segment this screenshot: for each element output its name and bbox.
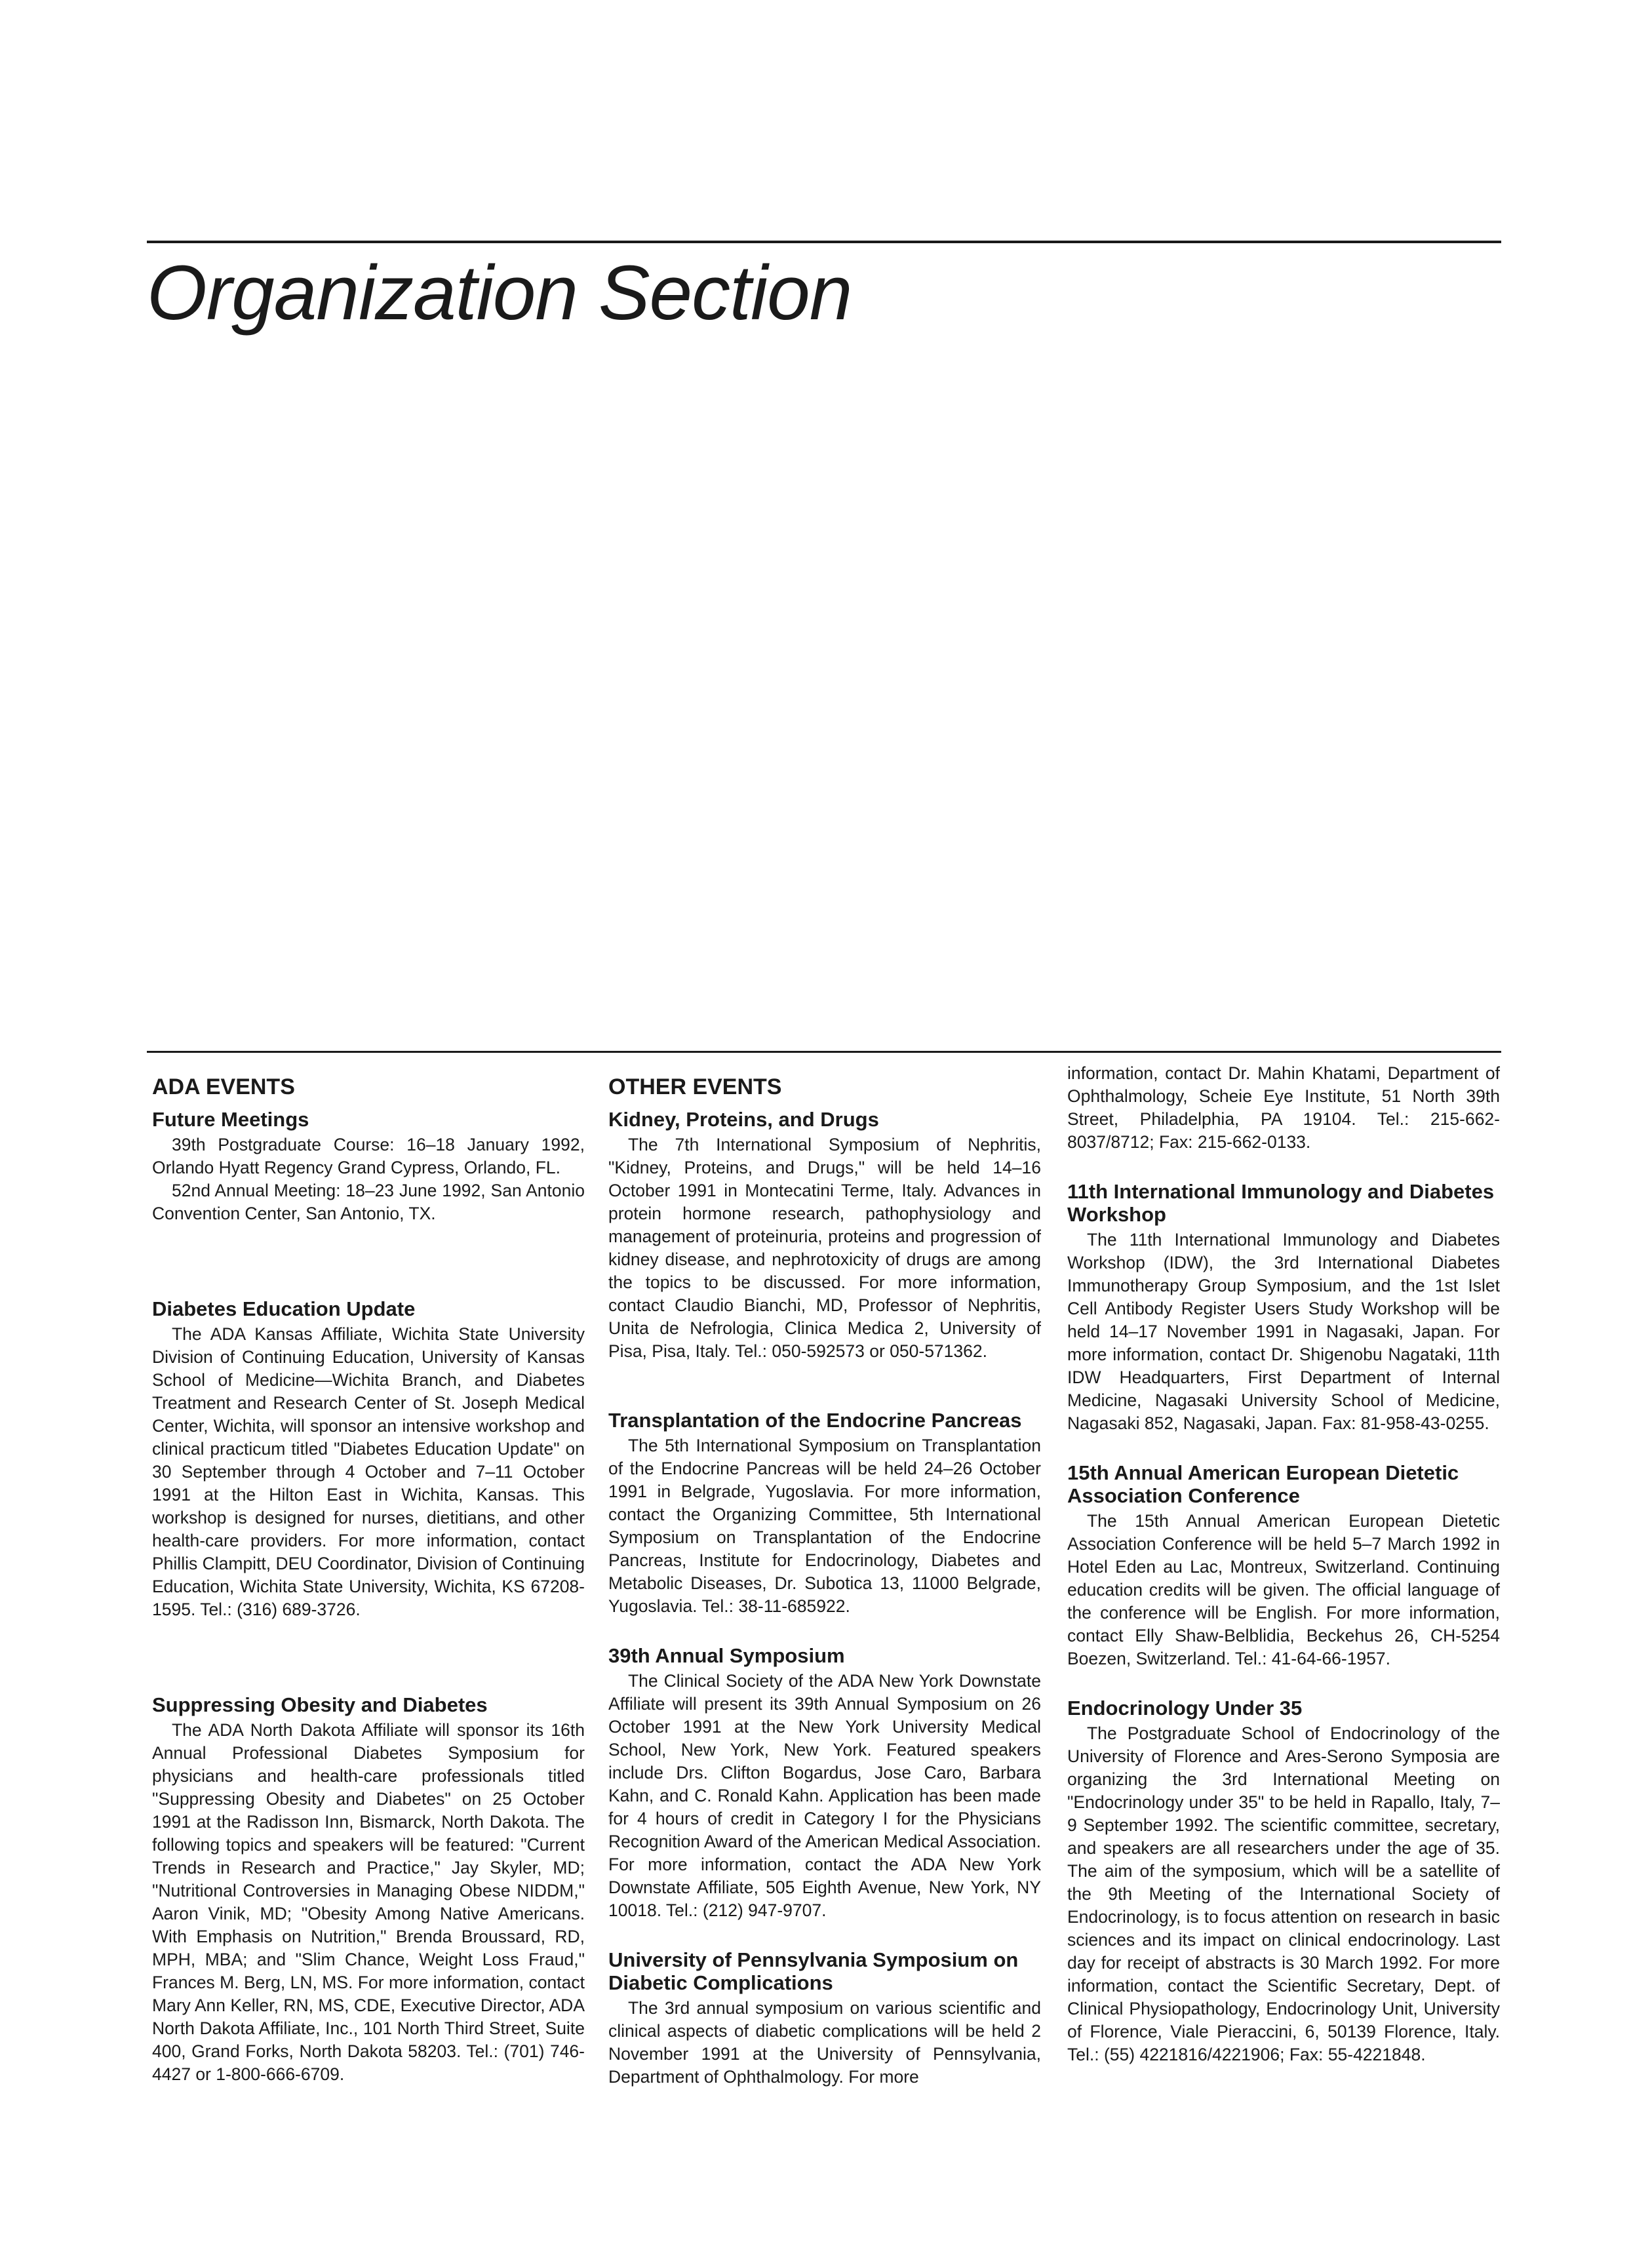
article-paragraph: The Postgraduate School of Endocrinology of the University of Florence and Ares-Serono Symposia are organizing the 3rd International Meeting on "Endocrinology under 35" to be held in Rapallo, Italy, 7–9 September 1992. The scientific committee, secretary, and speakers are all researchers under the age of 35. The aim of the symposium, which will be a satellite of the 9th Meeting of the International Society of Endocrinology, is to focus attention on research in basic sciences and its impact on clinical endocrinology. Last day for receipt of abstracts is 30 March 1992. For more information, contact the Scientific Secretary, Dept. of Clinical Physiopathology, Endocrinology Unit, University of Florence, Viale Pieraccini, 6, 50139 Florence, Italy. Tel.: (55) 4221816/4221906; Fax: 55-4221848. bbox=[1067, 1723, 1500, 2064]
article-upenn-symposium bbox=[608, 1948, 1041, 2089]
article-paragraph: The 15th Annual American European Dietetic Association Conference will be held 5–7 March 1992 in Hotel Eden au Lac, Montreux, Switzerland. Continuing education credits will be given. The official language of the conference will be English. For more information, contact Elly Shaw-Belblidia, Beckehus 26, CH-5254 Boezen, Switzerland. Tel.: 41-64-66-1957. bbox=[1067, 1511, 1500, 1668]
article-paragraph: The 11th International Immunology and Diabetes Workshop (IDW), the 3rd International Diabetes Immunotherapy Group Symposium, and the 1st Islet Cell Antibody Register Users Study Workshop will be held 14–17 November 1991 in Nagasaki, Japan. For more information, contact Dr. Shigenobu Nagataki, 11th IDW Headquarters, First Department of Internal Medicine, Nagasaki University School of Medicine, Nagasaki 852, Nagasaki, Japan. Fax: 81-958-43-0255. bbox=[1067, 1230, 1500, 1433]
article-title: University of Pennsylvania Symposium on Diabetic Complications bbox=[608, 1948, 1019, 1994]
article-endocrinology-under-35 bbox=[1067, 1697, 1500, 2066]
article-paragraph: The ADA North Dakota Affiliate will sponsor its 16th Annual Professional Diabetes Symposium for physicians and health-care professionals titled "Suppressing Obesity and Diabetes" on 25 October 1991 at the Radisson Inn, Bismarck, North Dakota. The following topics and speakers will be featured: "Current Trends in Research and Practice," Jay Skyler, MD; "Nutritional Controversies in Managing Obese NIDDM," Aaron Vinik, MD; "Obesity Among Native Americans. With Emphasis on Nutrition," Brenda Broussard, RD, MPH, MBA; and "Slim Chance, Weight Loss Fraud," Frances M. Berg, LN, MS. For more information, contact Mary Ann Keller, RN, MS, CDE, Executive Director, ADA North Dakota Affiliate, Inc., 101 North Third Street, Suite 400, Grand Forks, North Dakota 58203. Tel.: (701) 746-4427 or 1-800-666-6709. bbox=[152, 1720, 585, 2084]
article-title: 15th Annual American European Dietetic Association Conference bbox=[1067, 1461, 1459, 1507]
article-title: Suppressing Obesity and Diabetes bbox=[152, 1693, 488, 1716]
article-paragraph: 39th Postgraduate Course: 16–18 January 1992, Orlando Hyatt Regency Grand Cypress, Orlando, FL. bbox=[152, 1135, 585, 1177]
article-title: 39th Annual Symposium bbox=[608, 1644, 845, 1667]
article-paragraph: The Clinical Society of the ADA New York Downstate Affiliate will present its 39th Annual Symposium on 26 October 1991 at the New York University Medical School, New York, New York. Featured speakers include Drs. Clifton Bogardus, Jose Caro, Barbara Kahn, and C. Ronald Kahn. Application has been made for 4 hours of credit in Category I for the Physicians Recognition Award of the American Medical Association. For more information, contact the ADA New York Downstate Affiliate, 505 Eighth Avenue, New York, NY 10018. Tel.: (212) 947-9707. bbox=[608, 1671, 1041, 1920]
continued-paragraph: information, contact Dr. Mahin Khatami, Department of Ophthalmology, Scheie Eye Institute, 51 North 39th Street, Philadelphia, PA 19104. Tel.: 215-662-8037/8712; Fax: 215-662-0133. bbox=[1067, 1063, 1500, 1152]
article-immunology-diabetes-workshop bbox=[1067, 1180, 1500, 1435]
article-paragraph: The 3rd annual symposium on various scientific and clinical aspects of diabetic complications will be held 2 November 1991 at the University of Pennsylvania, Department of Ophthalmology. For more bbox=[608, 1998, 1041, 2087]
article-paragraph: 52nd Annual Meeting: 18–23 June 1992, San Antonio Convention Center, San Antonio, TX. bbox=[152, 1181, 585, 1223]
article-transplantation-endocrine-pancreas bbox=[608, 1409, 1041, 1618]
article-diabetes-education-update bbox=[152, 1297, 585, 1621]
article-paragraph: The 5th International Symposium on Transplantation of the Endocrine Pancreas will be held 24–26 October 1991 in Belgrade, Yugoslavia. For more information, contact the Organizing Committee, 5th International Symposium on Transplantation of the Endocrine Pancreas, Institute for Endocrinology, Diabetes and Metabolic Diseases, Dr. Subotica 13, 11000 Belgrade, Yugoslavia. Tel.: 38-11-685922. bbox=[608, 1436, 1041, 1616]
article-title: 11th International Immunology and Diabetes Workshop bbox=[1067, 1180, 1495, 1226]
top-rule bbox=[147, 241, 1501, 243]
article-title: Future Meetings bbox=[152, 1108, 309, 1131]
article-paragraph: The ADA Kansas Affiliate, Wichita State University Division of Continuing Education, University of Kansas School of Medicine—Wichita Branch, and Diabetes Treatment and Research Center of St. Joseph Medical Center, Wichita, will sponsor an intensive workshop and clinical practicum titled "Diabetes Education Update" on 30 September through 4 October and 7–11 October 1991 at the Hilton East in Wichita, Kansas. This workshop is designed for nurses, dietitians, and other health-care providers. For more information, contact Phillis Clampitt, DEU Coordinator, Division of Continuing Education, Wichita State University, Wichita, KS 67208-1595. Tel.: (316) 689-3726. bbox=[152, 1324, 585, 1619]
article-suppressing-obesity bbox=[152, 1693, 585, 2086]
article-paragraph: The 7th International Symposium of Nephritis, "Kidney, Proteins, and Drugs," will be held 14–16 October 1991 in Montecatini Terme, Italy. Advances in protein hormone research, pathophysiology and management of proteinuria, proteins and progression of kidney disease, and nephrotoxicity of drugs are among the topics to be discussed. For more information, contact Claudio Bianchi, MD, Professor of Nephritis, Unita de Nefrologia, Clinica Medica 2, University of Pisa, Pisa, Italy. Tel.: 050-592573 or 050-571362. bbox=[608, 1135, 1041, 1361]
page-title: Organization Section bbox=[147, 250, 852, 336]
article-39th-annual-symposium bbox=[608, 1644, 1041, 1922]
article-title: Diabetes Education Update bbox=[152, 1297, 416, 1320]
section-heading-ada-events: ADA EVENTS bbox=[152, 1074, 295, 1099]
column-1 bbox=[152, 1062, 585, 2086]
column-2 bbox=[608, 1062, 1041, 2089]
article-title: Kidney, Proteins, and Drugs bbox=[608, 1108, 879, 1131]
article-title: Transplantation of the Endocrine Pancreas bbox=[608, 1409, 1022, 1432]
article-dietetic-association-conference bbox=[1067, 1461, 1500, 1670]
section-heading-other-events: OTHER EVENTS bbox=[608, 1074, 782, 1099]
column-3 bbox=[1067, 1062, 1500, 2066]
section-rule bbox=[147, 1051, 1501, 1053]
article-kidney-proteins-drugs bbox=[608, 1108, 1041, 1363]
article-title: Endocrinology Under 35 bbox=[1067, 1697, 1303, 1720]
article-future-meetings bbox=[152, 1108, 585, 1225]
